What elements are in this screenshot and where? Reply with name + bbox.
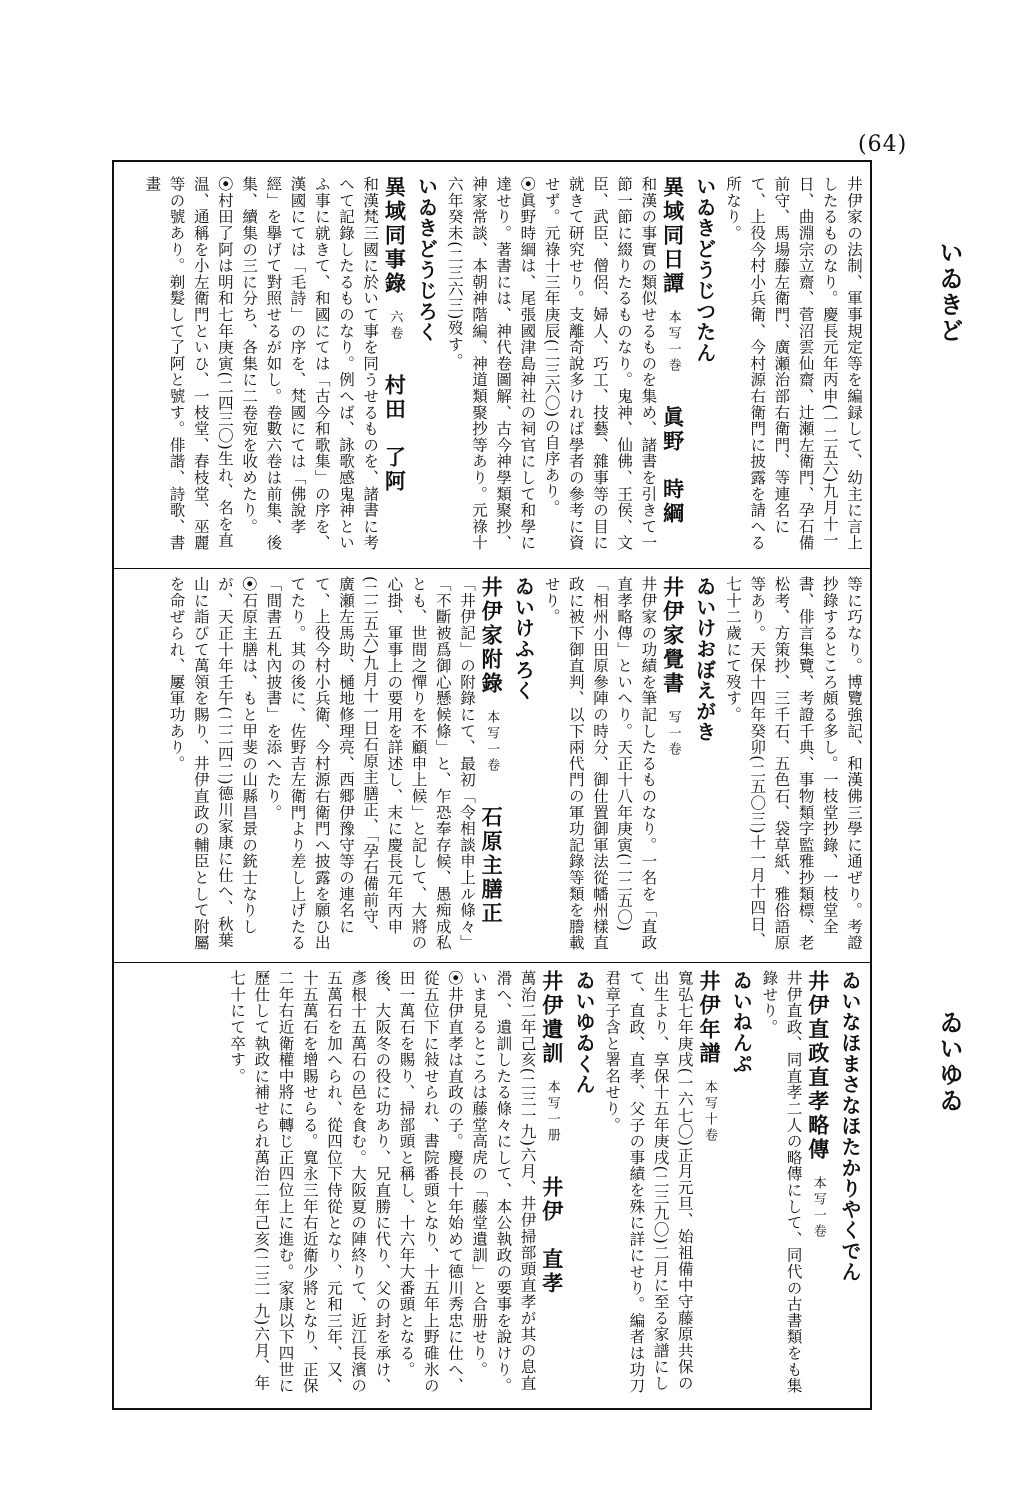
entry-heading: ゐいけふろく (511, 576, 536, 701)
entry-title: 異域同事錄 (382, 176, 408, 296)
side-tab-bottom: ゐいゆゐ (935, 1010, 964, 1114)
entry-heading: ゐいなほまさなほたかりやくでん (838, 970, 862, 1282)
entry-text: 井伊家の功績を筆記したるものなり。一名を「直政直孝略傳」といへり。天正十八年庚寅(二二五〇)「相州小田原參陣の時分、御仕置御軍法從幡州樣直政に被下御直判、以下兩代門の軍功記錄等類を謄載せり。 (542, 576, 658, 951)
entry-text: 等に巧なり。博覽強記、和漢佛三學に通ぜり。考證抄錄するところ頗る多し。一枝堂抄錄、一枝堂全書、俳言集覽、考證千典、事物類字監雅抄類標、老松考、方策抄、三千石、五色石、袋草紙、雅俗語原等あり。天保十四年癸卯(二五〇三)十一月十四日、七十二歲にて歿す。 (723, 576, 863, 951)
entry-title-line (660, 176, 684, 558)
entry-text: 「井伊記」の附錄にて、最初「令相談申上ル條々」「不斷被爲御心懸候條」と、乍恐奉存候、愚痴成私とも、世間之憚りを不顧申上候」と記して、大將の心掛、軍事上の要用を詳述し、末に慶長元年丙申(二二五六)九月十一日石原主膳正、「孕石備前守、廣瀬左馬助、樋地修理亮、西郷伊豫守等の連名にて、上役今村小兵衛、今村源右衛門へ披露を願ひ出てたり。其の後に、佐野吉左衛門より差し上げたる「間書五札內披書」を添へたり。 (264, 576, 476, 951)
side-tab-top: いゐきど (935, 240, 964, 344)
entry-title-line (806, 970, 830, 1402)
tier-divider-2 (112, 962, 872, 963)
top-tier (120, 176, 866, 558)
entry-note: ⦿石原主膳は、もと甲斐の山縣昌景の銃士なりしが、天正十年壬午(二二四二)德川家康に仕へ、秋葉山に詣びて萬領を賜り、井伊直政の輔臣として附屬を命ぜられ、屢軍功あり。 (167, 576, 259, 951)
entry-volume: 本写一卷 (484, 710, 500, 774)
entry-author: 村田 了阿 (382, 374, 408, 494)
entry-note: ⦿村田了阿は明和七年庚寅(二四三〇)生れ、名を直温、通稱を小左衛門といひ、一枝堂、春枝堂、巫麗等の號あり。剃髮して了阿と號す。俳諧、詩歌、書畫 (143, 176, 234, 551)
entry-title-line (660, 576, 684, 954)
entry-volume: 本写十卷 (701, 1080, 717, 1144)
entry-title: 井伊直政直孝略傳 (805, 970, 831, 1162)
entry-author: 石原主膳正 (479, 806, 505, 926)
entry-volume: 本写一卷 (810, 1176, 826, 1240)
middle-tier (120, 576, 866, 954)
entry-text: 和漢の事實の類似せるものを集め、諸書を引きて一節一節に綴りたるものなり。鬼神、仙佛、王侯、文臣、武臣、僧侶、婦人、巧工、技藝、雜事等の目に就きて研究せり。支離奇說多ければ學者の參考に資せず。元祿十三年庚辰(二三六〇)の自序あり。 (542, 176, 658, 551)
entry-note: ⦿井伊直孝は直政の子。慶長十年始めて德川秀忠に仕へ、從五位下に敍せられ、書院番頭となり、十五年上野碓氷の田一萬石を賜り、掃部頭と稱し、十六年大番頭となる。後、大阪冬の役に功あり、兄直勝に代り、父の封を承け、彥根十五萬石の邑を食む。大阪夏の陣終りて、近江長濱の五萬石を加へられ、從四位下侍從となり、元和三年、又、十五萬石を增賜せらる。寬永三年右近衛少將となり、正保二年右近衛權中將に轉じ正四位上に進む。家康以下四世に歷仕して執政に補せられ萬治二年己亥(二三一九)六月、年七十にて卒す。 (228, 970, 464, 1394)
bottom-tier (120, 970, 866, 1402)
entry-volume: 本写一巻 (665, 310, 681, 374)
entry-text: 和漢梵三國に於いて事を同うせるものを、諸書に考へて記錄したるものなり。例へば、詠歌感鬼神といふ事に就きて、和國にては「古今和歌集」の序を、漢國にては「毛詩」の序を、梵國にては「佛說孝經」を擧げて對照せるが如し。卷數六卷は前集、後集、續集の三に分ち、各集に二卷宛を收めたり。 (240, 176, 380, 551)
entry-heading: いゐきどうじつたん (692, 176, 717, 364)
entry-author: 井伊 直孝 (539, 1176, 565, 1296)
entry-title-line (540, 970, 564, 1402)
entry-author: 眞野 時綱 (660, 406, 686, 526)
entry-text: 寬弘七年庚戌(一六七〇)正月元旦、始祖備中守藤原共保の出生より、享保十五年庚戌(二三九〇)二月に至る家譜にして、直政、直孝、父子の事績を殊に詳にせり。編者は功刀君章子含と署名せり。 (603, 970, 694, 1394)
entry-title-line (697, 970, 721, 1402)
entry-title: 井伊家覺書 (660, 576, 686, 696)
entry-volume: 六卷 (387, 310, 403, 342)
entry-heading: いゐきどうじろく (414, 176, 439, 343)
entry-text: 萬治二年己亥(二三一九)六月、井伊掃部頭直孝が其の息直滑へ、遺訓したる條々にして、本公執政の要事を說けり。いま見るところは藤堂高虎の「藤堂遺訓」と合册せり。 (470, 970, 537, 1394)
entry-title: 井伊家附錄 (479, 576, 505, 696)
entry-title: 異域同日譚 (660, 176, 686, 296)
entry-heading: ゐいゆゐくん (571, 970, 596, 1095)
entry-title-line (382, 176, 406, 558)
page-number: (64) (858, 132, 908, 157)
entry-text: 井伊家の法制、軍事規定等を編録して、幼主に言上したるものなり。慶長元年丙申(一二五六)九月十一日、曲淵宗立齋、菅沼雲仙齋、辻瀬左衛門、孕石備前守、馬場藤左衛門、廣瀬治部右衛門、等連名にて、上役今村小兵衛、今村源右衛門に披露を請へる所なり。 (723, 176, 863, 551)
tier-divider-1 (112, 568, 872, 569)
entry-text: 井伊直政、同直孝二人の略傳にして、同代の古書類をも集錄せり。 (760, 970, 803, 1394)
entry-heading: ゐいけおぼえがき (692, 576, 717, 743)
entry-title-line (479, 576, 503, 954)
entry-heading: ゐいねんぷ (729, 970, 754, 1074)
entry-volume: 本写一册 (544, 1080, 560, 1144)
entry-title: 井伊遺訓 (539, 970, 565, 1066)
entry-note: ⦿眞野時綱は、尾張國津島神社の祠官にして和學に達せり。著書には、神代卷圖解、古今神學類聚抄、神家常談、本朝神階編、神道類聚抄等あり。元祿十六年癸未(二三六三)歿す。 (445, 176, 537, 551)
entry-volume: 写一卷 (665, 710, 681, 758)
entry-title: 井伊年譜 (696, 970, 722, 1066)
